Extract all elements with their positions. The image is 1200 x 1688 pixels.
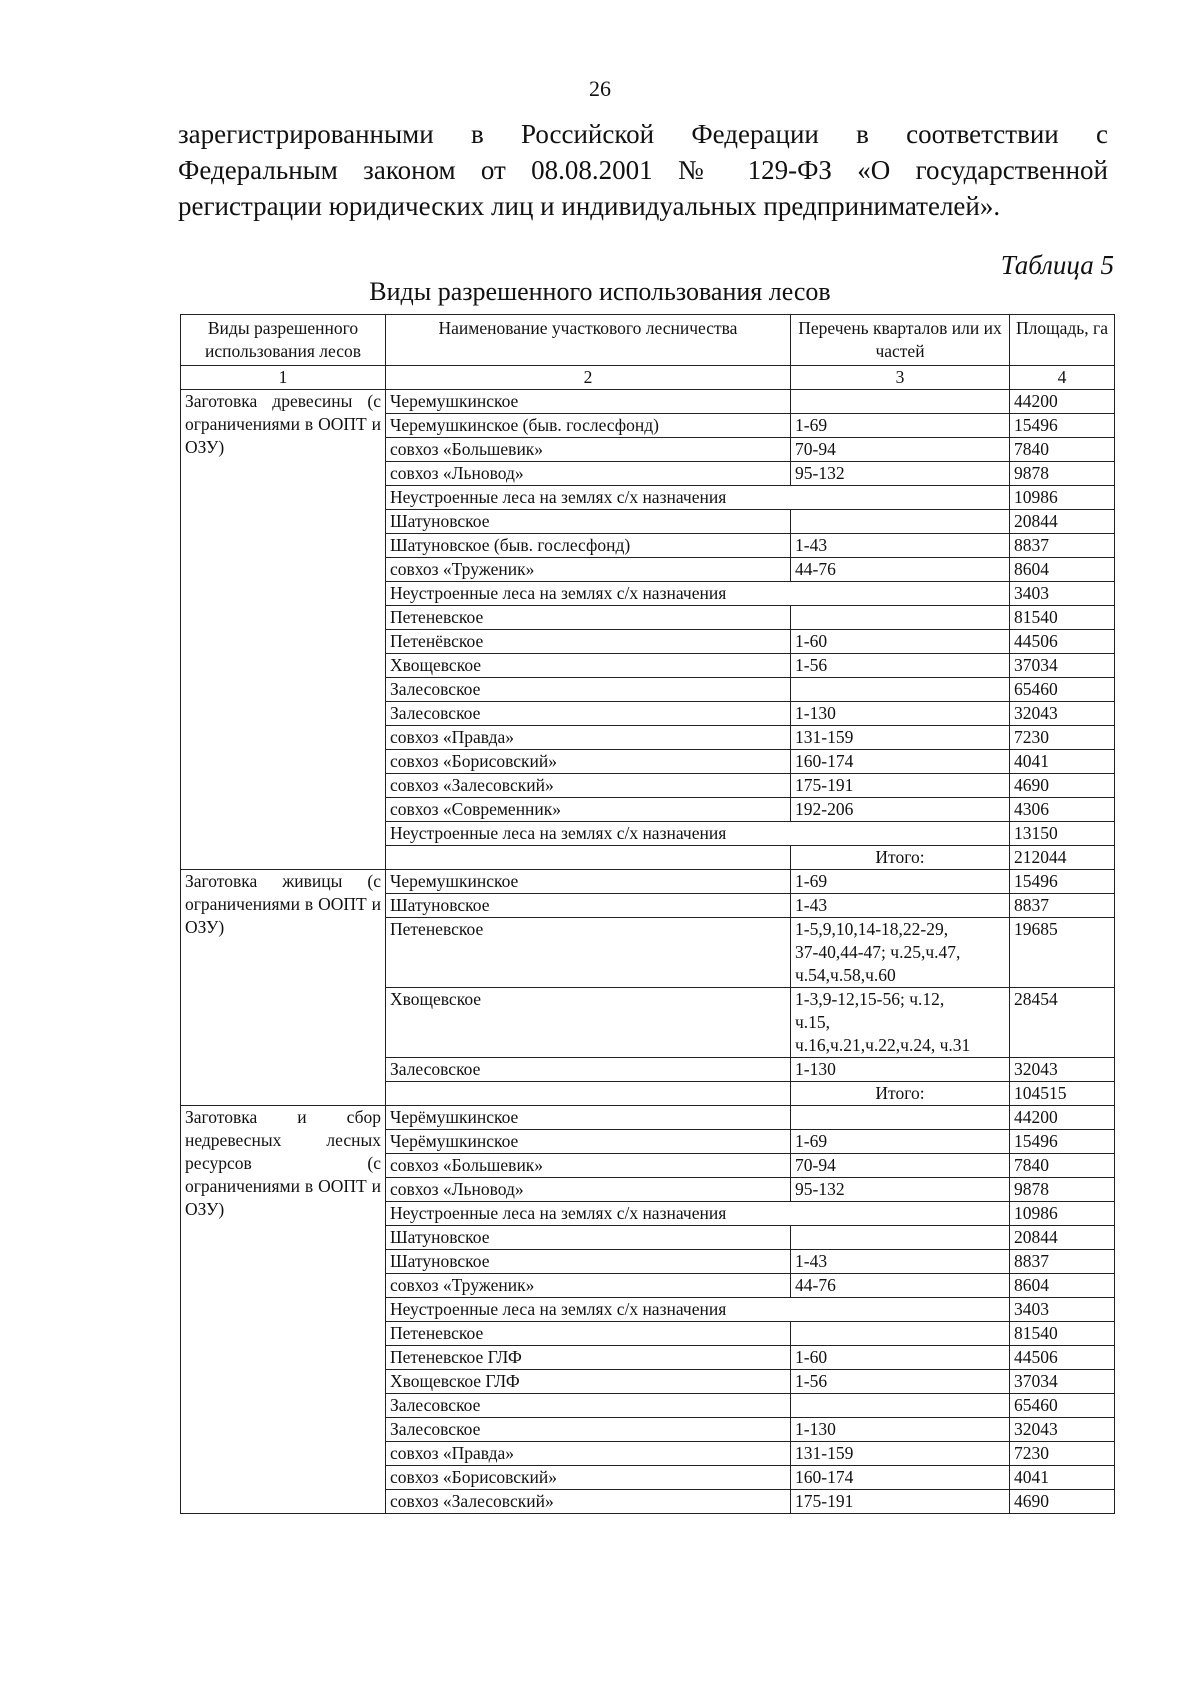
forestry-name-cell: Петеневское [386, 1322, 791, 1346]
header-area: Площадь, га [1010, 315, 1115, 366]
quarters-cell [791, 1226, 1010, 1250]
forestry-name-cell: совхоз «Правда» [386, 1442, 791, 1466]
area-cell: 20844 [1010, 1226, 1115, 1250]
quarters-cell: 131-159 [791, 1442, 1010, 1466]
quarters-cell: 1-60 [791, 630, 1010, 654]
use-type-label: Заготовка древесины (с ограничениями в ООПТ и ОЗУ) [185, 391, 381, 457]
table-row [181, 870, 1115, 894]
quarters-cell [791, 1322, 1010, 1346]
quarters-cell: 1-43 [791, 1250, 1010, 1274]
forestry-name-cell: Шатуновское [386, 1250, 791, 1274]
quarters-cell: 1-69 [791, 414, 1010, 438]
quarters-cell: 1-130 [791, 1418, 1010, 1442]
forestry-name-cell: Залесовское [386, 1394, 791, 1418]
forestry-name-cell: Петеневское ГЛФ [386, 1346, 791, 1370]
quarters-cell [791, 606, 1010, 630]
quarters-cell [791, 390, 1010, 414]
header-use-type: Виды разрешенного использования лесов [181, 315, 386, 366]
quarters-cell: 1-3,9-12,15-56; ч.12, ч.15, ч.16,ч.21,ч.22,ч.24, ч.31 [791, 988, 1010, 1058]
area-cell: 44506 [1010, 630, 1115, 654]
forestry-name-cell: Шатуновское [386, 510, 791, 534]
quarters-cell: 175-191 [791, 1490, 1010, 1514]
table-title: Виды разрешенного использования лесов [369, 277, 831, 306]
area-cell: 4041 [1010, 1466, 1115, 1490]
area-cell: 8837 [1010, 534, 1115, 558]
forestry-name-cell: совхоз «Залесовский» [386, 774, 791, 798]
forestry-name-cell: совхоз «Современник» [386, 798, 791, 822]
area-cell: 65460 [1010, 678, 1115, 702]
area-cell: 3403 [1010, 582, 1115, 606]
column-number: 1 [181, 366, 386, 390]
column-number: 4 [1010, 366, 1115, 390]
use-type-label: Заготовка и сбор недревесных лесных ресурсов (с ограничениями в ООПТ и ОЗУ) [185, 1107, 381, 1219]
quarters-cell: 44-76 [791, 558, 1010, 582]
table-row [181, 1106, 1115, 1130]
forestry-name-cell: Хвощевское [386, 988, 791, 1058]
forestry-name-cell: совхоз «Льновод» [386, 1178, 791, 1202]
area-cell: 4041 [1010, 750, 1115, 774]
forestry-name-cell: Черемушкинское (быв. гослесфонд) [386, 414, 791, 438]
area-cell: 8604 [1010, 1274, 1115, 1298]
quarters-cell: 1-130 [791, 1058, 1010, 1082]
quarters-cell: 70-94 [791, 438, 1010, 462]
area-cell: 7230 [1010, 726, 1115, 750]
area-cell: 28454 [1010, 988, 1115, 1058]
area-cell: 9878 [1010, 1178, 1115, 1202]
quarters-cell: 1-56 [791, 1370, 1010, 1394]
empty-cell [386, 1082, 791, 1106]
area-cell: 15496 [1010, 414, 1115, 438]
quarters-cell: 1-130 [791, 702, 1010, 726]
area-cell: 13150 [1010, 822, 1115, 846]
quarters-cell: 1-43 [791, 534, 1010, 558]
quarters-cell: 1-69 [791, 870, 1010, 894]
use-type-cell [181, 1106, 386, 1514]
use-type-label: Заготовка живицы (с ограничениями в ООПТ и ОЗУ) [185, 871, 381, 937]
quarters-cell: 131-159 [791, 726, 1010, 750]
forestry-name-cell: Неустроенные леса на землях с/х назначения [386, 1202, 1010, 1226]
forestry-name-cell: совхоз «Труженик» [386, 1274, 791, 1298]
area-cell: 15496 [1010, 1130, 1115, 1154]
quarters-cell: 192-206 [791, 798, 1010, 822]
table-header-row [181, 315, 1115, 366]
table-row [181, 390, 1115, 414]
forestry-name-cell: Залесовское [386, 1418, 791, 1442]
quarters-cell: 1-69 [791, 1130, 1010, 1154]
forestry-name-cell: Черёмушкинское [386, 1106, 791, 1130]
column-number-row [181, 366, 1115, 390]
forestry-name-cell: Неустроенные леса на землях с/х назначения [386, 822, 1010, 846]
quarters-cell: 1-5,9,10,14-18,22-29, 37-40,44-47; ч.25,ч.47, ч.54,ч.58,ч.60 [791, 918, 1010, 988]
area-cell: 8837 [1010, 894, 1115, 918]
forestry-name-cell: Шатуновское (быв. гослесфонд) [386, 534, 791, 558]
area-cell: 8604 [1010, 558, 1115, 582]
area-cell: 19685 [1010, 918, 1115, 988]
quarters-cell [791, 678, 1010, 702]
area-cell: 20844 [1010, 510, 1115, 534]
quarters-cell: 1-60 [791, 1346, 1010, 1370]
forestry-name-cell: Неустроенные леса на землях с/х назначения [386, 582, 1010, 606]
area-cell: 7840 [1010, 1154, 1115, 1178]
area-cell: 32043 [1010, 702, 1115, 726]
forestry-name-cell: совхоз «Правда» [386, 726, 791, 750]
table-label: Таблица 5 [1000, 250, 1114, 280]
forestry-name-cell: совхоз «Борисовский» [386, 1466, 791, 1490]
forestry-name-cell: Неустроенные леса на землях с/х назначения [386, 1298, 1010, 1322]
quarters-cell: 160-174 [791, 1466, 1010, 1490]
intro-paragraph [178, 116, 1108, 224]
area-cell: 44506 [1010, 1346, 1115, 1370]
area-cell: 81540 [1010, 606, 1115, 630]
forestry-name-cell: Залесовское [386, 702, 791, 726]
area-cell: 4306 [1010, 798, 1115, 822]
area-cell: 44200 [1010, 390, 1115, 414]
area-cell: 8837 [1010, 1250, 1115, 1274]
quarters-cell [791, 1394, 1010, 1418]
forestry-name-cell: Черемушкинское [386, 390, 791, 414]
quarters-cell: 44-76 [791, 1274, 1010, 1298]
header-forestry-name: Наименование участкового лесничества [386, 315, 791, 366]
area-cell: 37034 [1010, 654, 1115, 678]
forestry-name-cell: совхоз «Большевик» [386, 1154, 791, 1178]
forestry-name-cell: Черемушкинское [386, 870, 791, 894]
area-cell: 32043 [1010, 1058, 1115, 1082]
forestry-name-cell: совхоз «Борисовский» [386, 750, 791, 774]
quarters-cell: 175-191 [791, 774, 1010, 798]
forestry-name-cell: Залесовское [386, 678, 791, 702]
forestry-name-cell: совхоз «Залесовский» [386, 1490, 791, 1514]
forestry-name-cell: Неустроенные леса на землях с/х назначения [386, 486, 1010, 510]
intro-line-1: зарегистрированными в Российской Федерации в соответствии с [178, 119, 1108, 149]
area-cell: 4690 [1010, 774, 1115, 798]
forestry-name-cell: Хвощевское [386, 654, 791, 678]
use-type-cell [181, 870, 386, 1106]
page-number: 26 [589, 76, 611, 101]
forest-use-table [180, 314, 1115, 1514]
forestry-name-cell: Петеневское [386, 606, 791, 630]
forestry-name-cell: Петеневское [386, 918, 791, 988]
forestry-name-cell: Петенёвское [386, 630, 791, 654]
area-cell: 44200 [1010, 1106, 1115, 1130]
intro-line-3: регистрации юридических лиц и индивидуальных предпринимателей». [178, 191, 1001, 221]
forestry-name-cell: Залесовское [386, 1058, 791, 1082]
quarters-cell: 1-56 [791, 654, 1010, 678]
forestry-name-cell: Шатуновское [386, 894, 791, 918]
quarters-cell: 160-174 [791, 750, 1010, 774]
quarters-cell: 95-132 [791, 1178, 1010, 1202]
quarters-cell [791, 510, 1010, 534]
area-cell: 7230 [1010, 1442, 1115, 1466]
area-cell: 10986 [1010, 486, 1115, 510]
area-cell: 32043 [1010, 1418, 1115, 1442]
area-cell: 37034 [1010, 1370, 1115, 1394]
area-cell: 10986 [1010, 1202, 1115, 1226]
quarters-cell: 95-132 [791, 462, 1010, 486]
quarters-cell: 70-94 [791, 1154, 1010, 1178]
quarters-cell: 1-43 [791, 894, 1010, 918]
forestry-name-cell: Шатуновское [386, 1226, 791, 1250]
area-cell: 15496 [1010, 870, 1115, 894]
header-quarters: Перечень кварталов или их частей [791, 315, 1010, 366]
total-label: Итого: [791, 846, 1010, 870]
empty-cell [386, 846, 791, 870]
area-cell: 3403 [1010, 1298, 1115, 1322]
area-cell: 65460 [1010, 1394, 1115, 1418]
area-cell: 7840 [1010, 438, 1115, 462]
column-number: 3 [791, 366, 1010, 390]
area-cell: 81540 [1010, 1322, 1115, 1346]
column-number: 2 [386, 366, 791, 390]
area-cell: 4690 [1010, 1490, 1115, 1514]
forestry-name-cell: совхоз «Большевик» [386, 438, 791, 462]
total-value: 104515 [1010, 1082, 1115, 1106]
total-label: Итого: [791, 1082, 1010, 1106]
use-type-cell [181, 390, 386, 870]
forestry-name-cell: совхоз «Труженик» [386, 558, 791, 582]
forestry-name-cell: Хвощевское ГЛФ [386, 1370, 791, 1394]
quarters-cell [791, 1106, 1010, 1130]
forestry-name-cell: совхоз «Льновод» [386, 462, 791, 486]
area-cell: 9878 [1010, 462, 1115, 486]
intro-line-2: Федеральным законом от 08.08.2001 № 129-ФЗ «О государственной [178, 155, 1108, 185]
total-value: 212044 [1010, 846, 1115, 870]
forestry-name-cell: Черёмушкинское [386, 1130, 791, 1154]
